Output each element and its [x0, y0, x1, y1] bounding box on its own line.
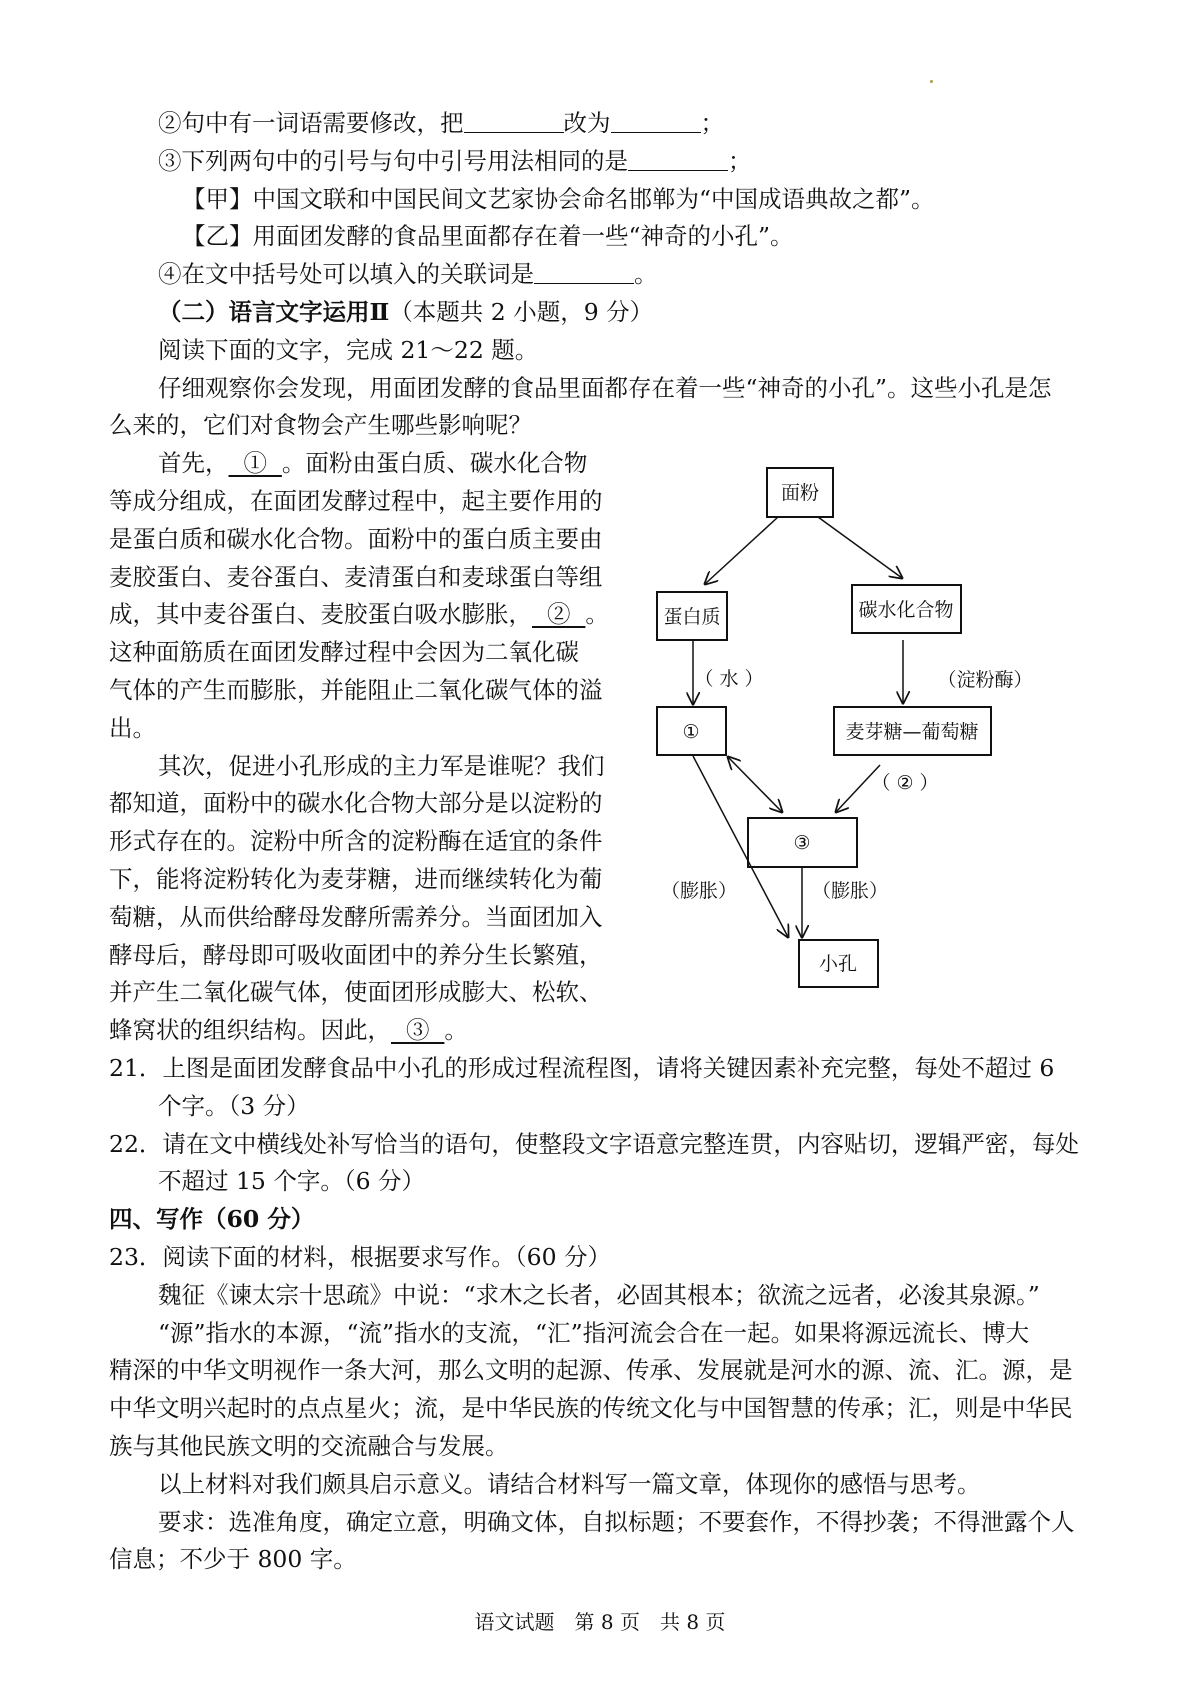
label-flour: 面粉 [780, 482, 820, 504]
text-segment: 。 [444, 1016, 468, 1045]
text-segment: 以上材料对我们颇具启示意义。请结合材料写一篇文章，体现你的感悟与思考。 [158, 1469, 981, 1498]
answer-blank[interactable] [534, 259, 634, 284]
label-protein: 蛋白质 [663, 606, 721, 628]
box-sugar [834, 707, 991, 755]
text-line [158, 1280, 1040, 1310]
text-segment: 其次，促进小孔形成的主力军是谁呢？我们 [158, 751, 605, 780]
text-line [109, 1053, 1054, 1083]
text-line [158, 297, 653, 327]
text-line [109, 1242, 611, 1272]
box-hole [799, 940, 878, 987]
text-segment: “源”指水的本源，“流”指水的支流，“汇”指河流会合在一起。如果将源远流长、博大 [158, 1318, 1030, 1347]
text-segment: （本题共 2 小题，9 分） [389, 298, 654, 326]
text-segment: 萄糖，从而供给酵母发酵所需养分。当面团加入 [109, 902, 603, 931]
underlined-blank-marker: ② [532, 600, 586, 629]
text-line [109, 599, 609, 629]
text-segment: 23．阅读下面的材料，根据要求写作。（60 分） [109, 1243, 612, 1271]
box-carb [852, 585, 961, 633]
text-line [158, 751, 605, 781]
text-segment: 改为 [563, 109, 611, 137]
text-segment: 是蛋白质和碳水化合物。面粉中的蛋白质主要由 [109, 524, 603, 553]
text-segment: 出。 [109, 713, 156, 742]
box-blank1 [657, 707, 726, 755]
answer-blank[interactable] [611, 108, 701, 133]
arrow-flour-carb [818, 517, 902, 578]
underlined-blank-marker: ① [228, 449, 282, 478]
text-line [109, 486, 603, 516]
label-carb: 碳水化合物 [858, 599, 954, 621]
text-line [109, 977, 603, 1007]
label-expand-right: （膨胀） [811, 880, 889, 902]
text-segment: ③下列两句中的引号与句中引号用法相同的是 [158, 146, 628, 175]
text-line [109, 1204, 314, 1234]
box-protein [657, 592, 727, 640]
text-segment: 【甲】中国文联和中国民间文艺家协会命名邯郸为“中国成语典故之都”。 [182, 184, 935, 213]
label-hole: 小孔 [818, 953, 858, 975]
text-line [158, 1166, 425, 1196]
text-segment: 这种面筋质在面团发酵过程中会因为二氧化碳 [109, 638, 579, 667]
label-sugar: 麦芽糖—葡萄糖 [845, 721, 979, 743]
text-line [109, 1544, 357, 1574]
text-line [109, 675, 603, 705]
text-line [109, 1393, 1073, 1423]
text-segment: 。面粉由蛋白质、碳水化合物 [281, 449, 588, 478]
text-line [158, 1507, 1075, 1537]
text-segment: 气体的产生而膨胀，并能阻止二氧化碳气体的溢 [109, 676, 603, 704]
text-segment: 要求：选准角度，确定立意，明确文体，自拟标题；不要套作，不得抄袭；不得泄露个人 [158, 1507, 1075, 1536]
label-water: （ 水 ） [694, 668, 764, 690]
label-amylase: （淀粉酶） [937, 669, 1033, 691]
text-segment: 酵母后，酵母即可吸收面团中的养分生长繁殖， [109, 940, 603, 969]
text-line [158, 1091, 310, 1121]
text-segment: ②句中有一词语需要修改，把 [158, 109, 464, 137]
text-line [109, 637, 579, 667]
text-segment: 并产生二氧化碳气体，使面团形成膨大、松软、 [109, 978, 603, 1007]
text-line [109, 713, 156, 743]
text-segment: 22．请在文中横线处补写恰当的语句，使整段文字语意完整连贯，内容贴切，逻辑严密，每处 [109, 1129, 1079, 1158]
text-line [158, 1318, 1029, 1348]
box-blank3 [748, 818, 857, 867]
text-line [109, 410, 532, 440]
text-segment: 蜂窝状的组织结构。因此， [109, 1016, 391, 1045]
scan-speck [930, 80, 933, 83]
text-segment: 信息；不少于 800 字。 [109, 1545, 357, 1574]
label-blank1: ① [682, 721, 700, 743]
text-line [109, 524, 603, 554]
text-segment: 等成分组成，在面团发酵过程中，起主要作用的 [109, 487, 603, 515]
text-segment: 族与其他民族文明的交流融合与发展。 [109, 1432, 509, 1460]
text-segment: 么来的，它们对食物会产生哪些影响呢？ [109, 411, 532, 440]
box-flour [767, 468, 833, 517]
label-blank3: ③ [793, 832, 811, 854]
text-segment: 。 [585, 600, 609, 629]
text-line [109, 788, 603, 818]
text-segment: 四、写作（60 分） [109, 1205, 315, 1234]
text-line [158, 259, 658, 289]
text-segment: 不超过 15 个字。（6 分） [158, 1167, 426, 1196]
text-segment: 精深的中华文明视作一条大河，那么文明的起源、传承、发展就是河水的源、流、汇。源，是 [109, 1356, 1073, 1385]
text-line [182, 184, 935, 214]
text-line [109, 1431, 509, 1461]
text-segment: 。 [634, 260, 658, 289]
text-line [109, 562, 603, 592]
text-line [109, 902, 603, 932]
text-segment: 个字。（3 分） [158, 1091, 310, 1120]
text-segment: 仔细观察你会发现，用面团发酵的食品里面都存在着一些“神奇的小孔”。这些小孔是怎 [158, 373, 1052, 402]
text-line [158, 146, 752, 176]
text-segment: ④在文中括号处可以填入的关联词是 [158, 260, 534, 289]
label-blank2: （ ② ） [871, 772, 939, 794]
text-segment: 【乙】用面团发酵的食品里面都存在着一些“神奇的小孔”。 [182, 222, 794, 251]
text-segment: （二）语言文字运用Ⅱ [158, 298, 390, 326]
answer-blank[interactable] [628, 146, 728, 171]
text-segment: 下，能将淀粉转化为麦芽糖，进而继续转化为葡 [109, 865, 603, 893]
text-segment: 魏征《谏太宗十思疏》中说：“求木之长者，必固其根本；欲流之远者，必浚其泉源。” [158, 1280, 1040, 1309]
label-expand-left: （膨胀） [660, 880, 738, 902]
text-line [109, 826, 603, 856]
text-line [109, 1355, 1073, 1385]
text-line [109, 1015, 468, 1045]
text-line [158, 448, 587, 478]
text-line [109, 864, 603, 894]
text-line [182, 221, 794, 251]
text-segment: 中华文明兴起时的点点星火；流，是中华民族的传统文化与中国智慧的传承；汇，则是中华民 [109, 1394, 1073, 1423]
text-segment: 形式存在的。淀粉中所含的淀粉酶在适宜的条件 [109, 827, 603, 856]
text-line [109, 940, 603, 970]
text-line [158, 108, 724, 138]
arrow-blank1-hole [693, 756, 788, 937]
text-segment: 21．上图是面团发酵食品中小孔的形成过程流程图，请将关键因素补充完整，每处不超过 6 [109, 1054, 1055, 1082]
text-segment: ； [728, 146, 752, 175]
arrow-sugar-blank3 [836, 765, 880, 812]
text-segment: 首先， [158, 449, 229, 478]
text-segment: 成，其中麦谷蛋白、麦胶蛋白吸水膨胀， [109, 600, 532, 629]
text-segment: 都知道，面粉中的碳水化合物大部分是以淀粉的 [109, 789, 603, 818]
text-segment: 阅读下面的文字，完成 21～22 题。 [158, 335, 539, 364]
text-line [158, 335, 538, 365]
arrow-blank1-blank3 [728, 757, 782, 812]
arrow-flour-protein [705, 517, 778, 584]
text-segment: 麦胶蛋白、麦谷蛋白、麦清蛋白和麦球蛋白等组 [109, 562, 603, 591]
text-line [158, 1469, 981, 1499]
text-line [109, 1129, 1079, 1159]
underlined-blank-marker: ③ [391, 1016, 445, 1045]
text-line [158, 373, 1052, 403]
page-footer: 语文试题 第 8 页 共 8 页 [474, 1610, 726, 1634]
text-segment: ； [700, 109, 724, 137]
answer-blank[interactable] [464, 108, 564, 133]
